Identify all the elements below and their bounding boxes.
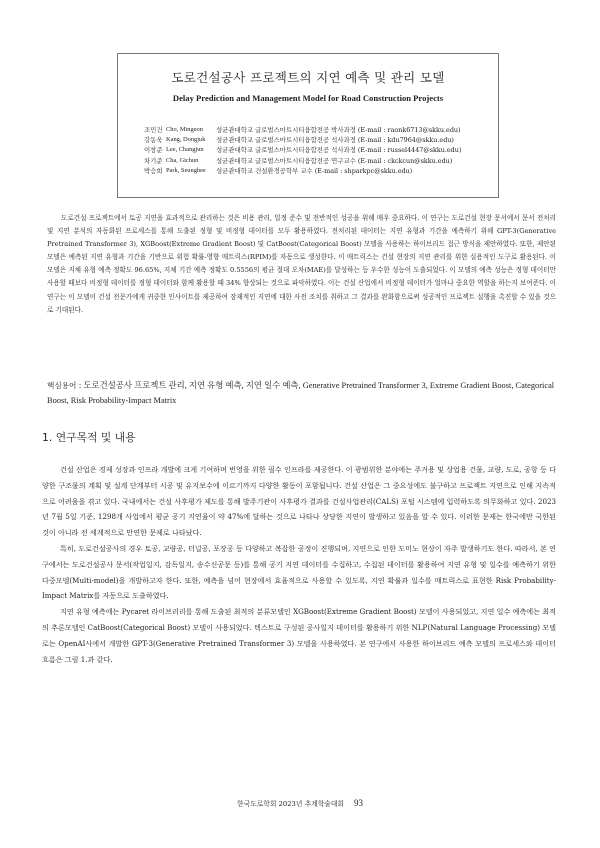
author-row [144, 125, 494, 135]
abstract-text: 도로건설 프로젝트에서 토공 지연을 효과적으로 관리하는 것은 비용 관리, 일정 준수 및 전반적인 성공을 위해 매우 중요하다. 이 연구는 도로건설 현장 문서에서 문서 전처리 및 지연 분석의 자동화된 프로세스를 통해 도출된 정형 및 비정형 데이터를 모두 활용하였다. 전처리된 데이터는 지연 유형과 기간을 예측하기 위해 GPT-3(Generative Pretrained Transformer 3), XGBoost(Extreme Gradient Boost) 및 CatBoost(Categorical Boost) 모델을 사용하는 하이브리드 접근 방식을 제안하였다. 또한, 제안된 모델은 예측된 지연 유형과 기간을 기반으로 위험 확률-영향 매트릭스(RPIM)를 자동으로 생성한다. 이 매트릭스는 건설 현장의 지연 관리를 위한 실용적인 도구로 활용된다. 이 모델은 지체 유형 예측 정확도 96.65%, 지체 기간 예측 정확도 0.5556의 평균 절대 오차(MAE)를 달성하는 등 우수한 성능이 도출되었다. 이 모델의 예측 성능은 정형 데이터만 사용할 때보다 비정형 데이터를 정형 데이터와 함께 활용할 때 34% 향상되는 것으로 파악하였다. 이는 건설 산업에서 비정형 데이터가 얼마나 중요한 역할을 하는지 보여준다. 이 연구는 이 모델이 건설 전문가에게 귀중한 인사이트를 제공하여 잠재적인 지연에 대한 사전 조치를 취하고 그 결과를 완화함으로써 성공적인 프로젝트 실행을 촉진할 수 있을 것으로 기대된다. [47, 214, 556, 314]
keywords-text: 도로건설공사 프로젝트 관리, 지연 유형 예측, 지연 일수 예측, Generative Pretrained Transformer 3, Extreme Gradient Boost, Categorical Boost, Risk Probability-Impact Matrix [47, 381, 555, 405]
author-list [144, 125, 494, 176]
author-affiliation: 성균관대학교 글로벌스마트시티융합전공 석사과정 (E-mail : russel4447@skku.edu) [216, 146, 462, 155]
author-name-english: Kang, Dongjuk [166, 136, 206, 144]
page-footer [0, 798, 600, 808]
author-name-korean: 이창준 [144, 146, 163, 155]
author-affiliation: 성균관대학교 건설환경공학부 교수 (E-mail : shparkpc@skku.edu) [216, 166, 413, 175]
body-paragraph: 특히, 도로건설공사의 경우 토공, 교량공, 터널공, 포장공 등 다양하고 복잡한 공정이 진행되며, 지연으로 인한 도미노 현상이 자주 발생하기도 한다. 따라서, 본 연구에서는 도로건설공사 문서(작업일지, 감독일지, 송수신공문 등)를 통해 공기 지연 데이터를 수집하고, 수집된 데이터를 활용하여 지연 유형 및 일수를 예측하기 위한 다중모델(Multi-model)을 개발하고자 한다. 또한, 예측을 넘어 현장에서 효율적으로 사용할 수 있도록, 지연 확률과 일수를 매트릭스로 표현한 Risk Probability-Impact Matrix를 자동으로 도출하였다. [42, 543, 557, 601]
page-number: 93 [353, 798, 363, 808]
paper-title-korean: 도로건설공사 프로젝트의 지연 예측 및 관리 모델 [171, 70, 445, 85]
conference-name: 한국도로학회 2023년 추계학술대회 [237, 800, 344, 808]
author-name-english: Cha, Gichun [166, 156, 199, 164]
title-box [117, 53, 499, 198]
author-affiliation: 성균관대학교 글로벌스마트시티융합전공 석사과정 (E-mail : kdu7964@skku.edu) [216, 136, 454, 145]
section-heading: 1. 연구목적 및 내용 [42, 431, 136, 444]
author-row [144, 135, 494, 145]
author-row [144, 166, 494, 176]
author-name-korean: 차기준 [144, 156, 163, 165]
author-name-english: Park, Seunghee [166, 166, 206, 174]
author-affiliation: 성균관대학교 글로벌스마트시티융합전공 연구교수 (E-mail : ckckcun@skku.edu) [216, 156, 453, 165]
keywords-label: 핵심용어 : [47, 381, 82, 390]
body-text [42, 462, 556, 667]
author-name-english: Cho, Mingeon [166, 126, 203, 133]
author-name-korean: 강동욱 [144, 136, 163, 145]
paper-title-english: Delay Prediction and Management Model for Road Construction Projects [172, 93, 444, 103]
author-affiliation: 성균관대학교 글로벌스마트시티융합전공 박사과정 (E-mail : raonk6713@skku.edu) [216, 126, 461, 134]
author-name-english: Lee, Changjun [166, 146, 204, 154]
abstract [47, 212, 556, 317]
author-name-korean: 조민건 [144, 126, 163, 134]
body-paragraph: 건설 산업은 경제 성장과 인프라 개발에 크게 기여하며 번영을 위한 필수 인프라를 제공한다. 이 광범위한 분야에는 주거용 및 상업용 건물, 교량, 도로, 공항 등 다양한 구조물의 계획 및 설계 단계부터 시공 및 유지보수에 이르기까지 다양한 활동이 포함됩니다. 건설 산업은 그 중요성에도 불구하고 프로젝트 지연으로 인해 지속적으로 어려움을 겪고 있다. 국내에서는 건설 사후평가 제도를 통해 발주기관이 사후평가 결과를 건설사업관리(CALS) 포털 시스템에 입력하도록 의무화하고 있다. 2023년 7월 5일 기준, 1298개 사업에서 평균 공기 지연율이 약 47%에 달하는 것으로 나타나 상당한 지연이 발생하고 있음을 알 수 있다. 이러한 문제는 한국에만 국한된 것이 아니라 전 세계적으로 만연한 문제로 나타났다. [42, 465, 556, 538]
keywords [47, 379, 556, 408]
author-name-korean: 박승희 [144, 166, 163, 175]
author-row [144, 156, 494, 166]
body-paragraph: 지연 유형 예측에는 Pycaret 라이브러리를 통해 도출된 최적의 분류모델인 XGBoost(Extreme Gradient Boost) 모델이 사용되었고, 지연 일수 예측에는 최적의 추론모델인 CatBoost(Categorical Boost) 모델이 사용되었다. 텍스트로 구성된 공사일지 데이터를 활용하기 위한 NLP(Natural Language Processing) 모델로는 OpenAI사에서 개발한 GPT-3(Generative Pretrained Transformer 3) 모델을 사용하였다. 본 연구에서 사용한 하이브리드 예측 모델의 프로세스와 데이터 흐름은 그림 1.과 같다. [42, 607, 556, 664]
author-row [144, 145, 494, 155]
